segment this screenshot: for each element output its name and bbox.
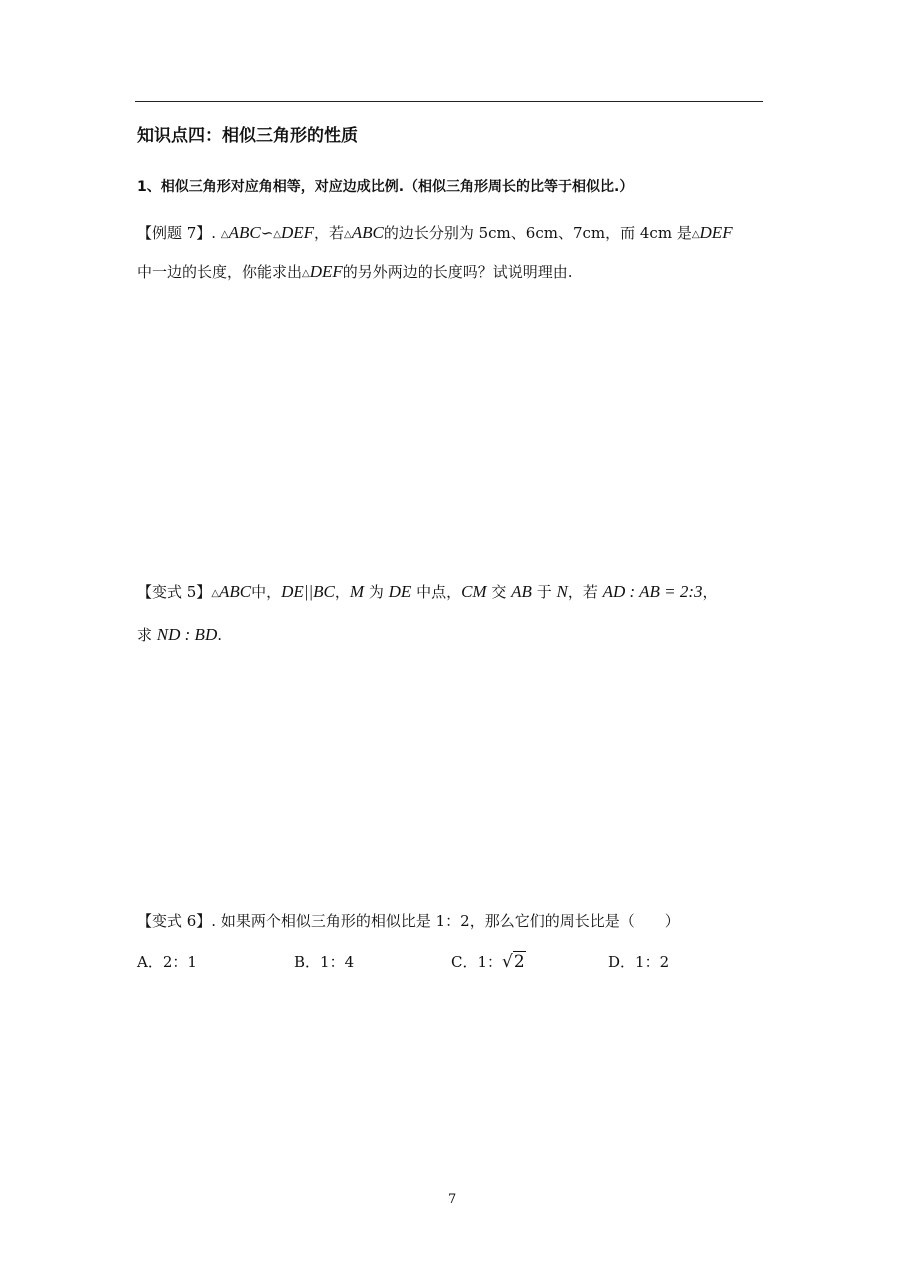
math-abc: ABC xyxy=(219,582,252,601)
text-midpoint: 中点， xyxy=(411,583,462,601)
text-in: 中， xyxy=(251,583,282,601)
triangle-symbol: △ xyxy=(302,268,310,279)
math-de: DE xyxy=(281,582,304,601)
header-rule xyxy=(135,101,763,102)
option-b: B．1：4 xyxy=(294,953,355,971)
example-7-text-1: ，若 xyxy=(314,224,345,242)
variant-6-question: 【变式 6】. 如果两个相似三角形的相似比是 1：2，那么它们的周长比是（ ） xyxy=(137,912,680,930)
variant-5-line-1 xyxy=(137,581,718,602)
text-yu: 于 xyxy=(531,583,557,601)
math-de: DE xyxy=(388,582,412,601)
triangle-symbol: △ xyxy=(220,229,229,240)
variant-5-label: 【变式 5】 xyxy=(137,583,212,601)
math-bc: BC xyxy=(313,582,335,601)
sqrt-symbol: √2 xyxy=(502,952,525,972)
text-comma: ， xyxy=(334,583,350,601)
variant-5-line-2 xyxy=(137,624,222,645)
example-7-line-2-post: 的另外两边的长度吗？试说明理由. xyxy=(342,263,573,281)
math-n: N xyxy=(556,582,568,601)
math-m: M xyxy=(349,582,365,601)
math-ratio: AD : AB = 2:3 xyxy=(602,582,703,601)
triangle-symbol: △ xyxy=(273,229,281,240)
section-title: 知识点四：相似三角形的性质 xyxy=(137,126,358,146)
triangle-symbol: △ xyxy=(211,588,220,599)
option-d: D．1：2 xyxy=(608,953,670,971)
math-def: DEF xyxy=(309,262,343,281)
parallel-symbol: || xyxy=(303,582,314,601)
text-qiu: 求 xyxy=(137,626,157,644)
math-cm: CM xyxy=(461,582,487,601)
example-7-line-1 xyxy=(137,222,733,243)
example-7-line-2-pre: 中一边的长度，你能求出 xyxy=(137,263,303,281)
text-end-comma: ， xyxy=(702,583,718,601)
sqrt-radicand: 2 xyxy=(513,952,525,972)
text-ruo: ，若 xyxy=(567,583,603,601)
similar-symbol: ∽ xyxy=(260,224,274,242)
text-period: . xyxy=(217,626,223,644)
text-jiao: 交 xyxy=(486,583,512,601)
example-7-label: 【例题 7】. xyxy=(137,224,217,242)
option-c xyxy=(451,951,526,972)
math-nd-bd: ND : BD xyxy=(156,625,218,644)
page-number: 7 xyxy=(448,1192,457,1207)
example-7-line-2 xyxy=(137,261,573,282)
triangle-symbol: △ xyxy=(691,229,700,240)
option-a: A．2：1 xyxy=(137,953,197,971)
option-c-text: C．1： xyxy=(451,953,503,971)
math-def: DEF xyxy=(699,223,733,242)
example-7-text-2: 的边长分别为 5cm、6cm、7cm，而 4cm 是 xyxy=(383,224,692,242)
text-wei: 为 xyxy=(364,583,389,601)
math-abc: ABC xyxy=(351,223,384,242)
math-abc: ABC xyxy=(228,223,261,242)
property-1: 1、相似三角形对应角相等，对应边成比例.（相似三角形周长的比等于相似比.） xyxy=(137,179,634,195)
math-ab: AB xyxy=(511,582,532,601)
triangle-symbol: △ xyxy=(344,229,352,240)
math-def: DEF xyxy=(280,223,315,242)
